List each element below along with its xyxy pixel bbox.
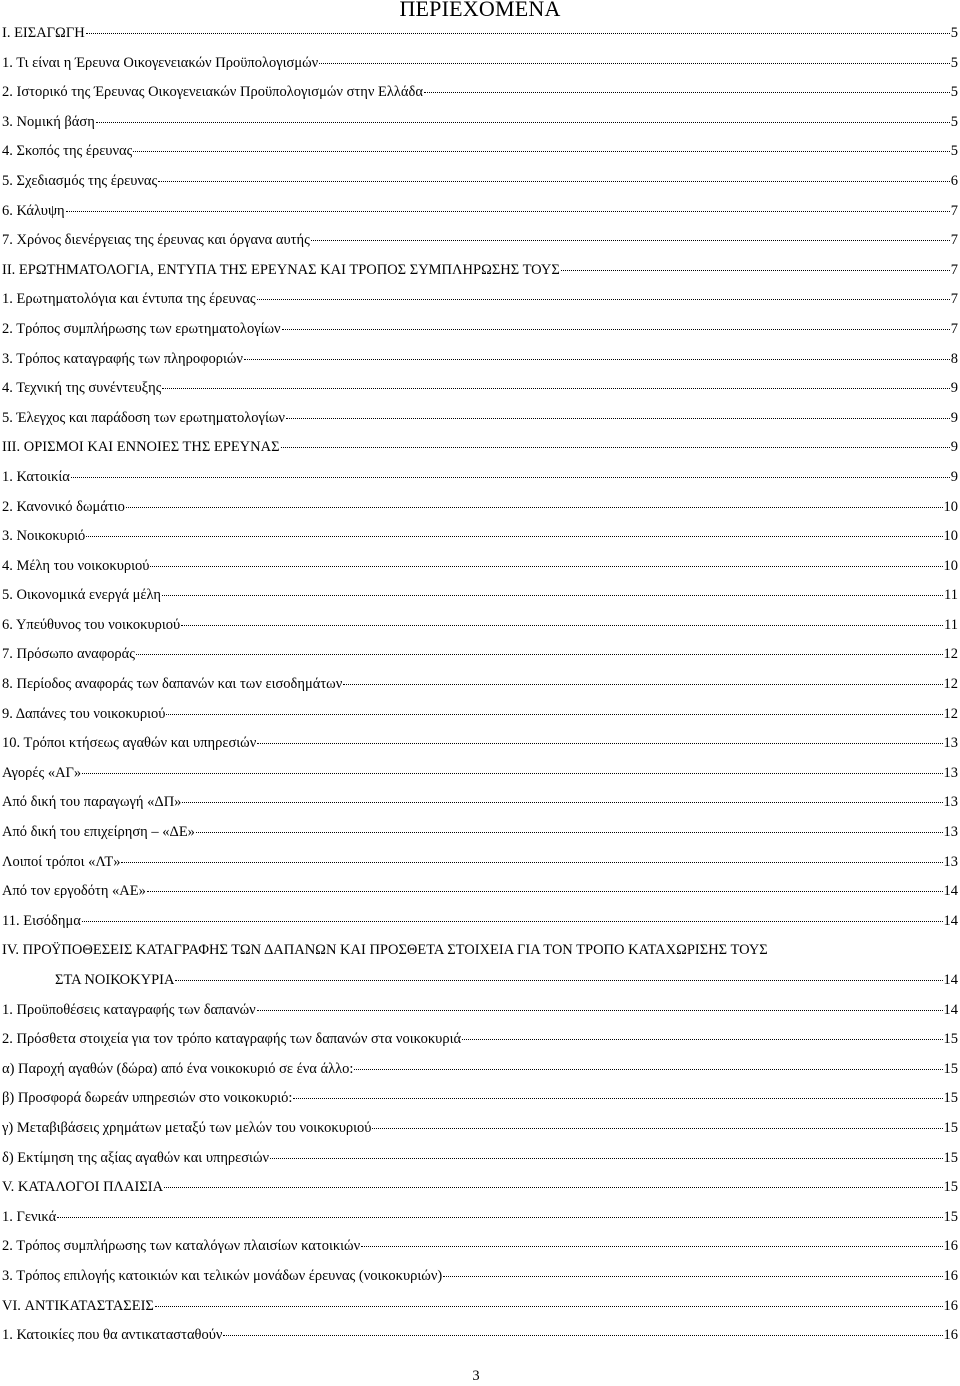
toc-entry-line: [2, 1114, 958, 1144]
toc-entry-line: [2, 404, 958, 434]
toc-entry-title: Από δική του επιχείρηση – «ΔΕ»: [2, 824, 195, 841]
dot-leader: [71, 477, 950, 478]
toc-entry-page: 10: [943, 528, 958, 545]
toc-entry[interactable]: [2, 256, 958, 286]
toc-entry-title: δ) Εκτίμηση της αξίας αγαθών και υπηρεσιών: [2, 1149, 270, 1166]
toc-entry[interactable]: [2, 729, 958, 759]
toc-entry-title: Από δική του παραγωγή «ΔΠ»: [2, 794, 182, 811]
toc-entry-title: 3. Τρόπος επιλογής κατοικιών και τελικών μονάδων έρευνας (νοικοκυριών): [2, 1267, 443, 1284]
dot-leader: [443, 1276, 942, 1277]
toc-entry-page: 5: [950, 143, 958, 160]
toc-entry-title: Λοιποί τρόποι «ΛΤ»: [2, 853, 121, 870]
toc-entry-title: 1. Κατοικίες που θα αντικατασταθούν: [2, 1327, 223, 1344]
dot-leader: [361, 1246, 942, 1247]
toc-entry-page: 16: [943, 1297, 958, 1314]
toc-entry[interactable]: [2, 552, 958, 582]
toc-entry-title: 2. Τρόπος συμπλήρωσης των καταλόγων πλαισίων κατοικιών: [2, 1238, 361, 1255]
dot-leader: [257, 743, 942, 744]
toc-entry-title: II. ΕΡΩΤΗΜΑΤΟΛΟΓΙΑ, ΕΝΤΥΠΑ ΤΗΣ ΕΡΕΥΝΑΣ ΚΑΙ ΤΡΟΠΟΣ ΣΥΜΠΛΗΡΩΣΗΣ ΤΟΥΣ: [2, 261, 560, 278]
toc-entry-line: [2, 759, 958, 789]
toc-entry[interactable]: [2, 1055, 958, 1085]
toc-entry-line: [2, 78, 958, 108]
toc-entry-title: 10. Τρόποι κτήσεως αγαθών και υπηρεσιών: [2, 735, 257, 752]
toc-entry-title: 8. Περίοδος αναφοράς των δαπανών και των εισοδημάτων: [2, 676, 343, 693]
toc-entry-title: 4. Τεχνική της συνέντευξης: [2, 380, 162, 397]
dot-leader: [257, 299, 950, 300]
toc-entry[interactable]: [2, 433, 958, 463]
toc-entry-page: 13: [943, 735, 958, 752]
toc-entry-title: 7. Χρόνος διενέργειας της έρευνας και όργανα αυτής: [2, 232, 310, 249]
toc-entry-line: [2, 1025, 958, 1055]
toc-entry[interactable]: [2, 818, 958, 848]
toc-entry-title: 6. Υπεύθυνος του νοικοκυριού: [2, 616, 181, 633]
toc-entry-page: 15: [943, 1179, 958, 1196]
toc-entry-page: 10: [943, 557, 958, 574]
toc-entry-line: [2, 433, 958, 463]
toc-entry-title: 3. Νομική βάση: [2, 113, 95, 130]
toc-entry[interactable]: [2, 285, 958, 315]
toc-entry-page: 14: [943, 1001, 958, 1018]
toc-entry-page: 15: [943, 1031, 958, 1048]
toc-entry-line: [2, 374, 958, 404]
dot-leader: [182, 802, 942, 803]
dot-leader: [462, 1039, 942, 1040]
toc-entry-line: [2, 1232, 958, 1262]
toc-entry-page: 12: [943, 705, 958, 722]
dot-leader: [175, 980, 942, 981]
toc-entry-title: 3. Νοικοκυριό: [2, 528, 86, 545]
dot-leader: [86, 536, 942, 537]
toc-entry-title: 2. Πρόσθετα στοιχεία για τον τρόπο καταγραφής των δαπανών στα νοικοκυριά: [2, 1031, 462, 1048]
toc-entry[interactable]: [2, 345, 958, 375]
toc-entry-page: 5: [950, 54, 958, 71]
dot-leader: [372, 1128, 942, 1129]
toc-entry-page: 7: [950, 232, 958, 249]
dot-leader: [223, 1335, 942, 1336]
toc-entry-line: [2, 1203, 958, 1233]
toc-entry-page: 15: [943, 1208, 958, 1225]
dot-leader: [86, 33, 950, 34]
toc-entry-line: [2, 345, 958, 375]
toc-entry-title: 3. Τρόπος καταγραφής των πληροφοριών: [2, 350, 243, 367]
toc-entry-title: 9. Δαπάνες του νοικοκυριού: [2, 705, 166, 722]
toc-entry-line: [2, 611, 958, 641]
toc-entry-line: [2, 907, 958, 937]
toc-entry-line: [2, 552, 958, 582]
toc-entry-line: [2, 581, 958, 611]
toc-entry-page: 12: [943, 676, 958, 693]
toc-entry-title: 5. Έλεγχος και παράδοση των ερωτηματολογίων: [2, 409, 285, 426]
toc-entry[interactable]: [2, 907, 958, 937]
toc-entry-line: [2, 49, 958, 79]
toc-entry[interactable]: [2, 404, 958, 434]
toc-entry[interactable]: [2, 522, 958, 552]
toc-entry-page: 12: [943, 646, 958, 663]
dot-leader: [162, 388, 949, 389]
toc-entry-title: 5. Οικονομικά ενεργά μέλη: [2, 587, 161, 604]
toc-entry-line: [2, 1055, 958, 1085]
toc-entry-page: 15: [943, 1119, 958, 1136]
toc-entry-line: [2, 493, 958, 523]
toc-entry[interactable]: [2, 759, 958, 789]
toc-entry-title: 7. Πρόσωπο αναφοράς: [2, 646, 135, 663]
dot-leader: [282, 329, 950, 330]
toc-entry-line: [2, 877, 958, 907]
toc-entry-title: 4. Σκοπός της έρευνας: [2, 143, 133, 160]
toc-entry[interactable]: [2, 996, 958, 1026]
toc-entry-title: 5. Σχεδιασμός της έρευνας: [2, 172, 158, 189]
toc-entry-page: 13: [943, 853, 958, 870]
toc-entry-page: 11: [944, 587, 958, 604]
toc-entry-page: 13: [943, 764, 958, 781]
toc-entry-title: 1. Γενικά: [2, 1208, 57, 1225]
toc-entry-title: 1. Ερωτηματολόγια και έντυπα της έρευνας: [2, 291, 256, 308]
toc-entry[interactable]: [2, 78, 958, 108]
toc-entry[interactable]: [2, 226, 958, 256]
toc-entry-line: [2, 818, 958, 848]
toc-entry-page: 13: [943, 824, 958, 841]
toc-entry-page: 15: [943, 1060, 958, 1077]
toc-entry-page: 9: [950, 380, 958, 397]
toc-entry[interactable]: [2, 670, 958, 700]
toc-entry[interactable]: [2, 137, 958, 167]
toc-entry-page: 13: [943, 794, 958, 811]
toc-entry-line: [2, 167, 958, 197]
toc-entry-line: [2, 522, 958, 552]
toc-entry-page: 16: [943, 1267, 958, 1284]
toc-entry-line: [2, 1144, 958, 1174]
toc-entry-page: 11: [944, 616, 958, 633]
toc-entry-title: VI. ΑΝΤΙΚΑΤΑΣΤΑΣΕΙΣ: [2, 1297, 154, 1314]
dot-leader: [96, 122, 950, 123]
dot-leader: [257, 1010, 943, 1011]
toc-entry-page: 9: [950, 468, 958, 485]
toc-entry[interactable]: [2, 49, 958, 79]
toc-entry[interactable]: [2, 493, 958, 523]
dot-leader: [164, 1187, 942, 1188]
page-number: 3: [472, 1368, 480, 1384]
toc-entry-title: 1. Προϋποθέσεις καταγραφής των δαπανών: [2, 1001, 256, 1018]
toc-entry[interactable]: [2, 167, 958, 197]
toc-entry[interactable]: [2, 877, 958, 907]
dot-leader: [57, 1217, 942, 1218]
toc-entry[interactable]: [2, 1084, 958, 1114]
dot-leader: [281, 447, 950, 448]
toc-entry[interactable]: [2, 1144, 958, 1174]
dot-leader: [424, 92, 950, 93]
toc-entry-line: [2, 1262, 958, 1292]
dot-leader: [136, 654, 943, 655]
toc-entry[interactable]: [2, 108, 958, 138]
toc-entry-title: III. ΟΡΙΣΜΟΙ ΚΑΙ ΕΝΝΟΙΕΣ ΤΗΣ ΕΡΕΥΝΑΣ: [2, 439, 280, 456]
toc-entry-line: [2, 137, 958, 167]
dot-leader: [82, 773, 942, 774]
dot-leader: [158, 181, 949, 182]
toc-entry-title: 1. Κατοικία: [2, 468, 70, 485]
dot-leader: [82, 921, 943, 922]
toc-entry-page: 5: [950, 25, 958, 41]
dot-leader: [319, 63, 950, 64]
toc-entry-page: 7: [950, 320, 958, 337]
toc-entry-title: 2. Ιστορικό της Έρευνας Οικογενειακών Προϋπολογισμών στην Ελλάδα: [2, 84, 423, 101]
toc-entry-line: [2, 226, 958, 256]
dot-leader: [147, 891, 943, 892]
dot-leader: [162, 595, 943, 596]
toc-entry[interactable]: [2, 19, 958, 49]
toc-entry[interactable]: [2, 1321, 958, 1351]
toc-entry-page: 15: [943, 1149, 958, 1166]
dot-leader: [343, 684, 942, 685]
toc-entry-title: IV. ΠΡΟΫΠΟΘΕΣΕΙΣ ΚΑΤΑΓΡΑΦΗΣ ΤΩΝ ΔΑΠΑΝΩΝ ΚΑΙ ΠΡΟΣΘΕΤΑ ΣΤΟΙΧΕΙΑ ΓΙΑ ΤΟΝ ΤΡΟΠΟ ΚΑΤΑΧΩΡΙΣΗΣ ΤΟΥΣ: [2, 942, 768, 959]
toc-entry-page: 8: [950, 350, 958, 367]
toc-entry-line: [2, 966, 958, 996]
toc-entry-page: 10: [943, 498, 958, 515]
toc-entry-line: [2, 108, 958, 138]
toc-entry-page: 9: [950, 409, 958, 426]
toc-entry[interactable]: [2, 1114, 958, 1144]
toc-entry-page: 9: [950, 439, 958, 456]
toc-entry[interactable]: [2, 581, 958, 611]
dot-leader: [133, 151, 949, 152]
toc-entry-title: 2. Τρόπος συμπλήρωσης των ερωτηματολογίων: [2, 320, 281, 337]
toc-entry-line: [2, 640, 958, 670]
toc-entry[interactable]: [2, 1232, 958, 1262]
toc-entry[interactable]: [2, 1203, 958, 1233]
dot-leader: [196, 832, 943, 833]
toc-entry-title: γ) Μεταβιβάσεις χρημάτων μεταξύ των μελών του νοικοκυριού: [2, 1119, 372, 1136]
toc-entry-line: [2, 788, 958, 818]
toc-entry-title: Από τον εργοδότη «ΑΕ»: [2, 883, 146, 900]
toc-entry-page: 7: [950, 261, 958, 278]
toc-entry-title: 11. Εισόδημα: [2, 912, 81, 929]
toc-entry-page: 5: [950, 113, 958, 130]
toc-entry[interactable]: [2, 197, 958, 227]
dot-leader: [270, 1158, 942, 1159]
toc-entry[interactable]: [2, 374, 958, 404]
toc-entry[interactable]: [2, 848, 958, 878]
toc-entry[interactable]: [2, 1025, 958, 1055]
toc-entry-title: I. ΕΙΣΑΓΩΓΗ: [2, 25, 85, 41]
toc-entry[interactable]: [2, 788, 958, 818]
dot-leader: [244, 359, 950, 360]
toc-entry-title: 6. Κάλυψη: [2, 202, 65, 219]
dot-leader: [561, 270, 950, 271]
toc-entry-line: [2, 1292, 958, 1322]
dot-leader: [354, 1069, 942, 1070]
toc-entry[interactable]: [2, 463, 958, 493]
toc-entry[interactable]: [2, 640, 958, 670]
toc-entry-line: [2, 670, 958, 700]
dot-leader: [166, 714, 942, 715]
toc-entry-line: [2, 848, 958, 878]
toc-entry-line: [2, 729, 958, 759]
dot-leader: [311, 240, 950, 241]
toc-entry-page: 7: [950, 291, 958, 308]
toc-entry-line: [2, 996, 958, 1026]
toc-entry-page: 7: [950, 202, 958, 219]
toc-entry[interactable]: [2, 315, 958, 345]
toc-entry[interactable]: [2, 700, 958, 730]
dot-leader: [121, 862, 942, 863]
toc-entry-line: [2, 463, 958, 493]
toc-entry-title: Αγορές «ΑΓ»: [2, 764, 82, 781]
toc-entry-page: 15: [943, 1090, 958, 1107]
toc-entry-title: α) Παροχή αγαθών (δώρα) από ένα νοικοκυριό σε ένα άλλο:: [2, 1060, 354, 1077]
toc-entry-page: 5: [950, 84, 958, 101]
toc-entry-page: 14: [943, 912, 958, 929]
toc-entry[interactable]: [2, 936, 958, 995]
toc-entry-title: β) Προσφορά δωρεάν υπηρεσιών στο νοικοκυριό:: [2, 1090, 293, 1107]
page-title: ΠΕΡΙΕΧΟΜΕΝΑ: [399, 0, 561, 21]
toc-entry-line: [2, 197, 958, 227]
toc-entry-page: 14: [943, 972, 958, 988]
toc-entry-page: 16: [943, 1327, 958, 1344]
toc-entry[interactable]: [2, 1292, 958, 1322]
toc-entry-line: [2, 1084, 958, 1114]
toc-entry-title-continued: ΣΤΑ ΝΟΙΚΟΚΥΡΙΑ: [55, 972, 175, 988]
toc-entry-page: 6: [950, 172, 958, 189]
toc-entry-line: [2, 1321, 958, 1351]
toc-entry-line: [2, 315, 958, 345]
dot-leader: [155, 1306, 943, 1307]
toc-entry-title: V. ΚΑΤΑΛΟΓΟΙ ΠΛΑΙΣΙΑ: [2, 1179, 164, 1196]
toc-entry-title: 4. Μέλη του νοικοκυριού: [2, 557, 150, 574]
toc-entry-line: [2, 936, 958, 966]
dot-leader: [66, 211, 950, 212]
dot-leader: [286, 418, 950, 419]
table-of-contents: [2, 19, 958, 1351]
toc-entry-line: [2, 19, 958, 49]
toc-entry-line: [2, 700, 958, 730]
dot-leader: [293, 1098, 942, 1099]
toc-entry-line: [2, 256, 958, 286]
toc-entry[interactable]: [2, 1173, 958, 1203]
toc-entry-title: 1. Τι είναι η Έρευνα Οικογενειακών Προϋπολογισμών: [2, 54, 319, 71]
dot-leader: [126, 507, 943, 508]
toc-entry-title: 2. Κανονικό δωμάτιο: [2, 498, 125, 515]
toc-entry-line: [2, 1173, 958, 1203]
toc-entry-page: 16: [943, 1238, 958, 1255]
toc-entry[interactable]: [2, 611, 958, 641]
dot-leader: [150, 566, 942, 567]
toc-entry[interactable]: [2, 1262, 958, 1292]
toc-entry-page: 14: [943, 883, 958, 900]
toc-entry-line: [2, 285, 958, 315]
dot-leader: [181, 625, 943, 626]
